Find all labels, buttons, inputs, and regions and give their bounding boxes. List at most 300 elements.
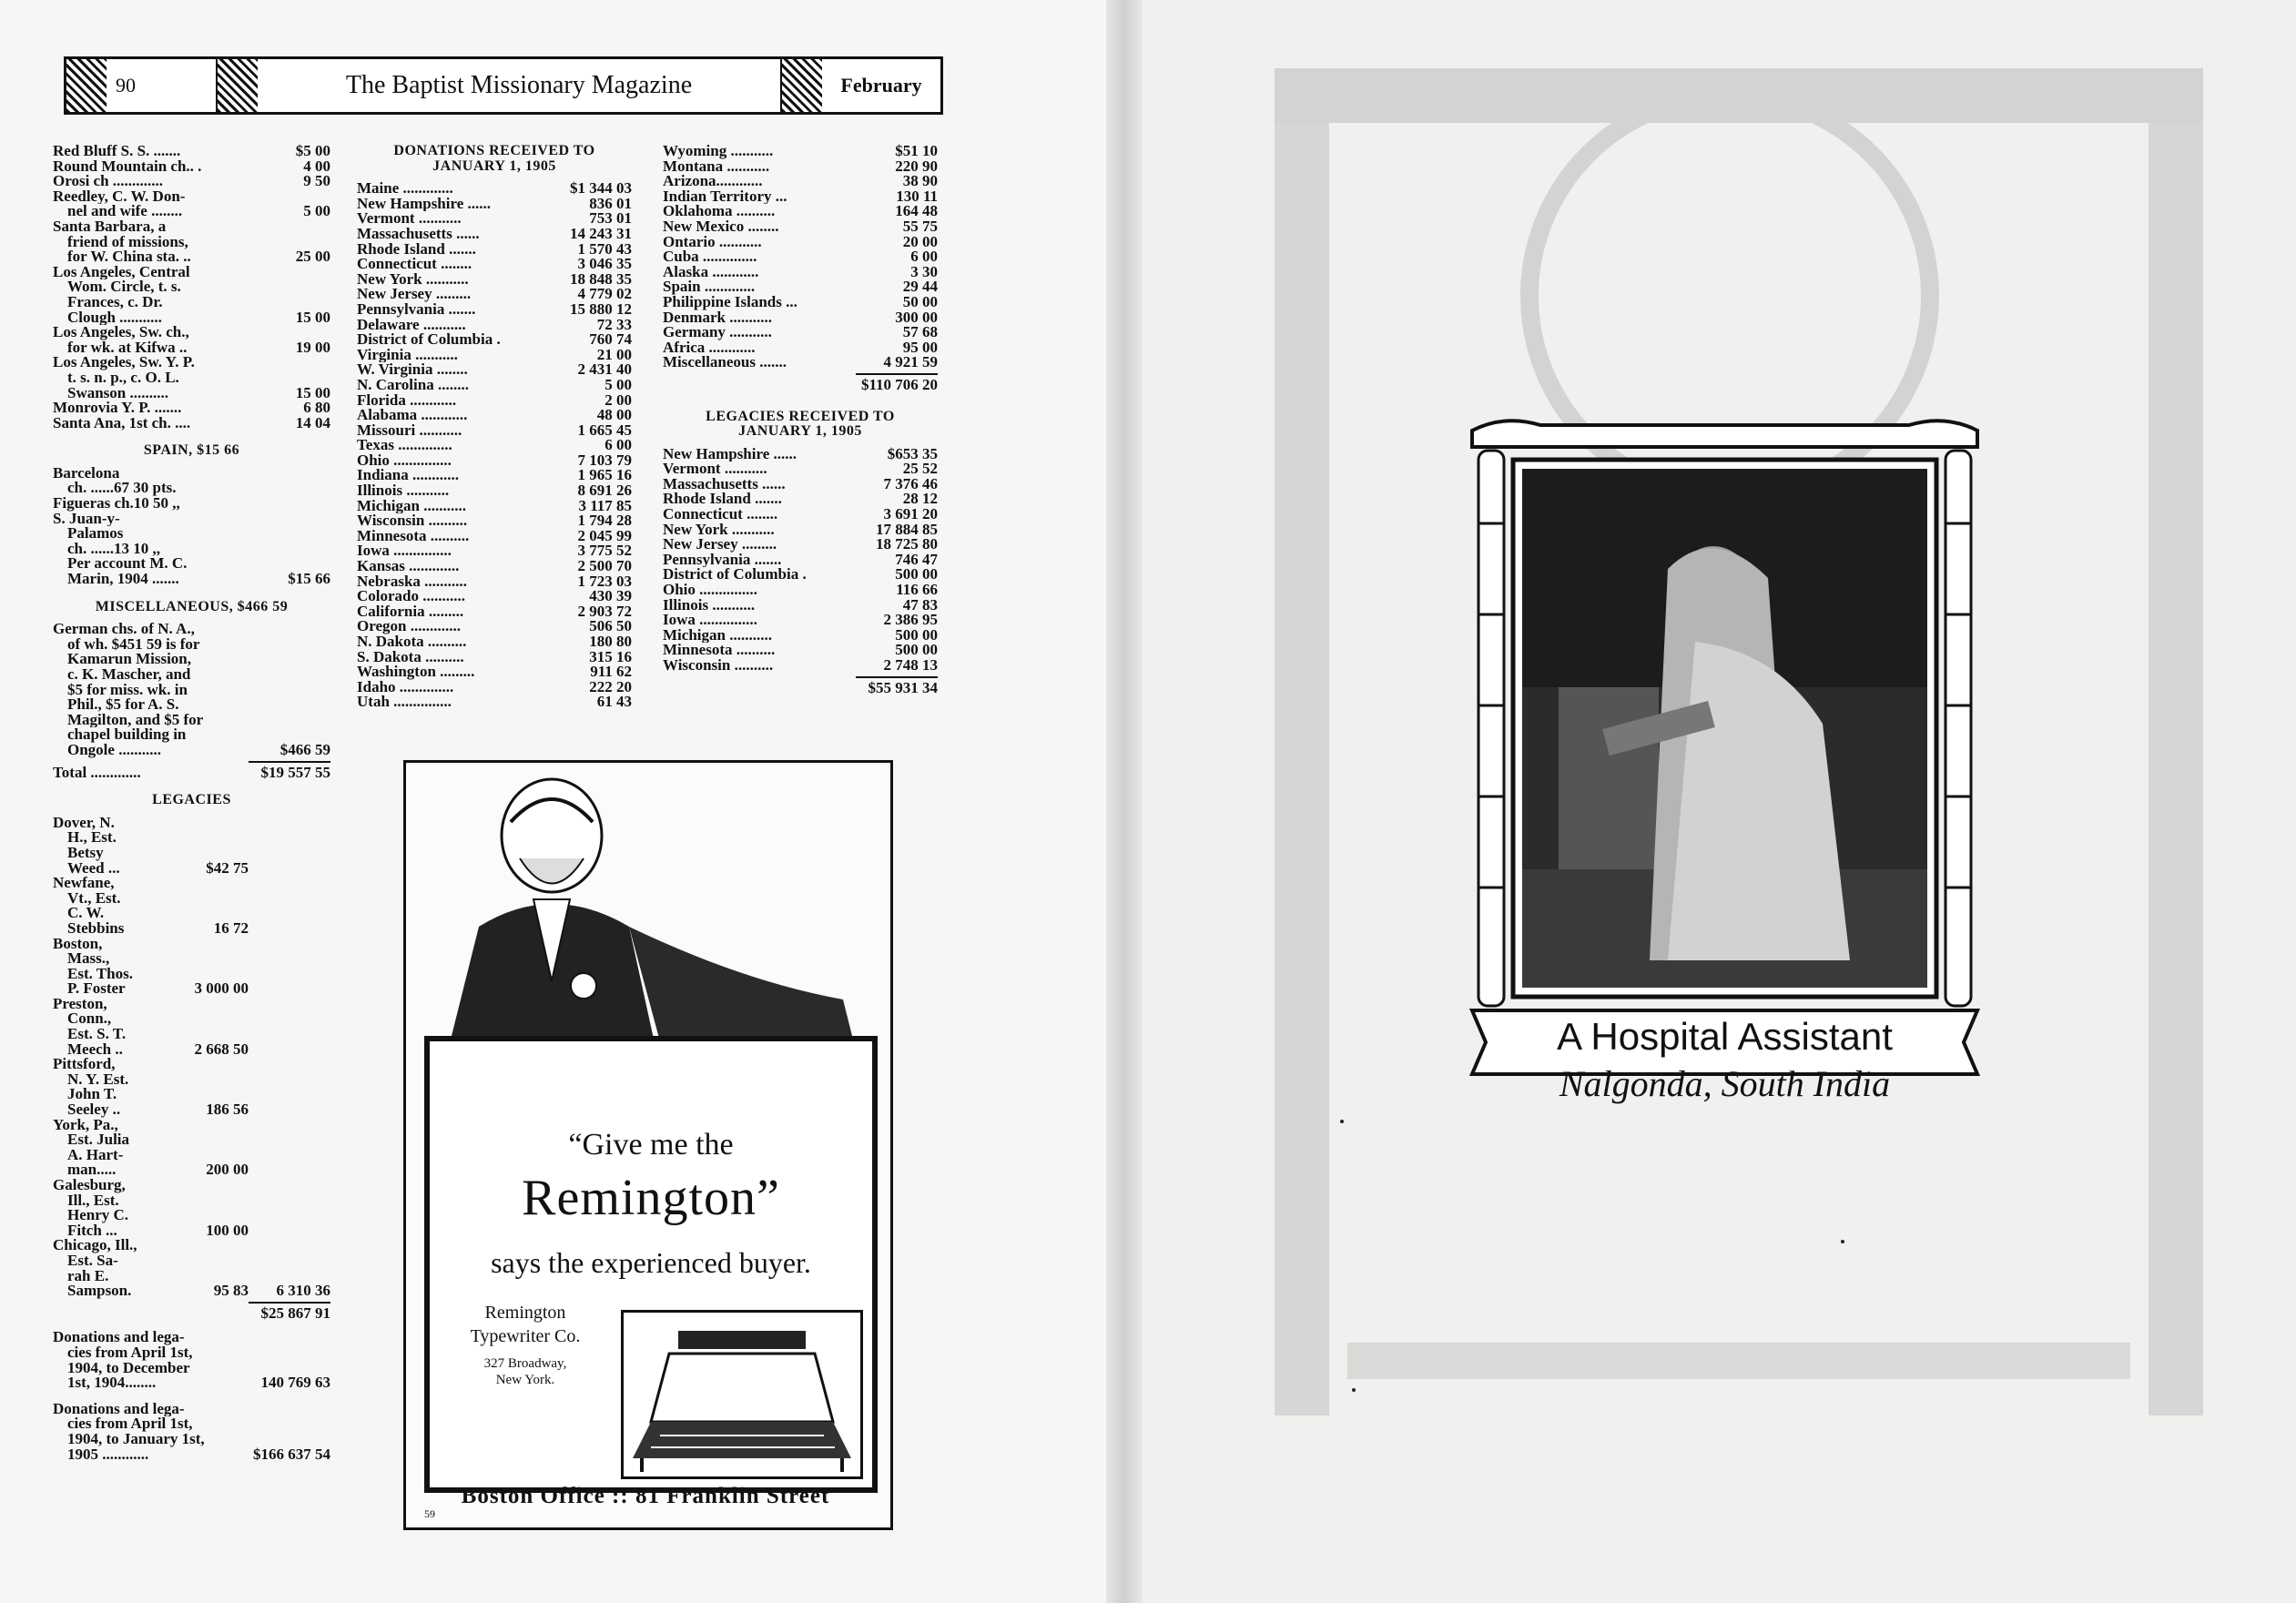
plate-subtitle: Nalgonda, South India (1559, 1063, 1891, 1104)
item-value: 48 00 (596, 406, 632, 424)
item-value (249, 355, 330, 370)
item-amount (185, 891, 249, 907)
ad-address-line2: New York. (495, 1373, 555, 1387)
item-subtotal (249, 1118, 330, 1133)
list-item (53, 1223, 330, 1239)
item-name: Massachusetts ...... (357, 226, 480, 242)
item-name: Wom. Circle, t. s. (67, 279, 181, 295)
list-item (53, 401, 330, 416)
list-item (53, 981, 330, 997)
item-subtotal (249, 981, 330, 997)
text-line (53, 1416, 330, 1432)
rule (856, 676, 938, 678)
item-name: Rhode Island ....... (357, 241, 476, 258)
list-item (53, 189, 330, 205)
list-item (53, 637, 330, 653)
item-name: Seeley .. (67, 1102, 121, 1118)
line-text: 1904, to December (67, 1360, 190, 1376)
item-value: 18 725 80 (876, 535, 938, 553)
item-value (249, 697, 330, 713)
item-name: New Jersey ......... (357, 287, 472, 302)
list-item (53, 466, 330, 482)
item-name: $5 for miss. wk. in (67, 682, 188, 698)
list-item (53, 340, 330, 356)
line-value: $166 637 54 (253, 1445, 330, 1463)
line-text: 1904, to January 1st, (67, 1431, 205, 1447)
item-name: Monrovia Y. P. ....... (53, 401, 182, 416)
list-item (53, 219, 330, 235)
list-item (357, 332, 632, 348)
spain-heading: SPAIN, $15 66 (143, 442, 240, 459)
item-name: Iowa ............... (357, 543, 452, 560)
donations-b (53, 1402, 330, 1462)
item-subtotal (249, 1072, 330, 1088)
list-item (53, 937, 330, 952)
item-subtotal (249, 951, 330, 967)
item-name: Orosi ch ............. (53, 174, 164, 189)
states-donations-list (357, 181, 632, 710)
item-name: New Jersey ......... (663, 537, 777, 553)
list-item (53, 713, 330, 728)
list-item (53, 1027, 330, 1042)
list-item (53, 622, 330, 637)
item-name: Alaska ............ (663, 264, 759, 280)
item-value: 500 00 (895, 641, 938, 659)
item-value: 1 570 43 (577, 239, 632, 258)
item-value: 220 90 (895, 157, 938, 175)
item-subtotal (249, 1132, 330, 1148)
item-name: ch. ......67 30 pts. (67, 481, 177, 497)
item-value: 15 880 12 (570, 299, 632, 318)
item-value: $51 10 (895, 142, 938, 159)
item-name: man..... (67, 1162, 117, 1178)
item-amount (185, 1057, 249, 1072)
plate-title: A Hospital Assistant (1557, 1015, 1893, 1058)
list-item (53, 1118, 330, 1133)
remington-advertisement (403, 760, 893, 1530)
item-value: 1 965 16 (577, 466, 632, 484)
list-item (53, 204, 330, 219)
list-item (53, 279, 330, 295)
page-number: 90 (107, 59, 218, 112)
item-value: 753 01 (589, 209, 632, 228)
list-item (53, 697, 330, 713)
item-value: 21 00 (596, 345, 632, 363)
item-name: Africa ............ (663, 340, 756, 356)
item-value: 25 52 (902, 460, 938, 478)
item-value: 1 665 45 (577, 421, 632, 439)
ornament-left (66, 59, 107, 112)
item-name: Fitch ... (67, 1223, 117, 1239)
list-item (53, 159, 330, 175)
list-item (357, 423, 632, 439)
item-name: Ohio ............... (357, 452, 452, 469)
spain-list (53, 466, 330, 587)
ad-address-line1: 327 Broadway, (483, 1356, 567, 1371)
item-value: 20 00 (902, 232, 938, 250)
list-item (53, 918, 330, 937)
donations-subheading: JANUARY 1, 1905 (432, 157, 556, 174)
item-name: Maine ............. (357, 181, 453, 197)
issue-month: February (840, 74, 922, 96)
item-value: 180 80 (589, 633, 632, 650)
item-name: Santa Barbara, a (53, 218, 167, 235)
ad-footer: Boston Office :: 81 Franklin Street (461, 1484, 830, 1508)
item-value: 500 00 (895, 565, 938, 583)
item-value: 17 884 85 (876, 520, 938, 538)
item-name: Per account M. C. (67, 556, 188, 573)
line-text: cies from April 1st, (67, 1344, 193, 1361)
list-item (53, 325, 330, 340)
item-value: 130 11 (896, 187, 938, 205)
line-text: cies from April 1st, (67, 1416, 193, 1432)
list-item (53, 542, 330, 557)
item-subtotal (249, 830, 330, 846)
list-item (53, 652, 330, 667)
column-left (53, 144, 330, 1462)
item-subtotal (249, 1238, 330, 1253)
item-value: 300 00 (895, 308, 938, 326)
item-name: Pennsylvania ....... (663, 552, 782, 568)
item-subtotal (249, 876, 330, 891)
item-value: 3 30 (910, 262, 938, 280)
list-item (53, 1238, 330, 1253)
item-name: German chs. of N. A., (53, 622, 195, 637)
list-item (53, 1132, 330, 1148)
item-name: friend of missions, (67, 234, 188, 250)
item-name: Kamarun Mission, (67, 652, 192, 667)
item-name: Round Mountain ch.. . (53, 158, 202, 175)
list-item (53, 174, 330, 189)
item-value: 836 01 (589, 194, 632, 212)
item-name: Florida ............ (357, 392, 457, 409)
list-item (53, 383, 330, 401)
line-text: 1905 ............ (67, 1446, 149, 1463)
item-value: 4 921 59 (883, 353, 938, 371)
item-name: Est. Sa- (67, 1253, 118, 1269)
item-name: Dover, N. (53, 815, 115, 831)
item-value: 1 794 28 (577, 512, 632, 530)
item-name: Delaware ........... (357, 317, 466, 333)
list-item (357, 677, 632, 695)
item-name: Pittsford, (53, 1057, 116, 1072)
item-name: Figueras ch.10 50 ,, (53, 496, 180, 512)
item-name: District of Columbia . (357, 332, 501, 348)
total-row (53, 763, 330, 781)
item-name: Newfane, (53, 876, 115, 891)
item-value: 9 50 (303, 172, 330, 190)
item-name: Montana ........... (663, 158, 770, 175)
item-name: York, Pa., (53, 1117, 118, 1133)
ornament-middle (218, 59, 258, 112)
item-value: 38 90 (902, 172, 938, 190)
item-value: 28 12 (902, 490, 938, 508)
item-name: of wh. $451 59 is for (67, 636, 200, 653)
total-value: $19 557 55 (260, 763, 330, 781)
line-value: 140 769 63 (260, 1374, 330, 1392)
item-value: 2 045 99 (577, 526, 632, 544)
item-value: $1 344 03 (570, 179, 632, 198)
list-item (53, 310, 330, 326)
item-value: 7 103 79 (577, 451, 632, 469)
misc-heading: MISCELLANEOUS, $466 59 (95, 598, 289, 614)
item-name: Clough ........... (67, 309, 162, 326)
list-item (53, 951, 330, 967)
item-name: Vt., Est. (67, 890, 121, 907)
item-name: Cuba .............. (663, 249, 757, 265)
item-name: for wk. at Kifwa .. (67, 340, 188, 356)
item-amount (185, 1193, 249, 1209)
item-value: 2 386 95 (883, 611, 938, 629)
item-subtotal (249, 861, 330, 877)
item-name: New Hampshire ...... (663, 446, 798, 462)
item-value: 15 00 (295, 383, 330, 401)
item-value: 6 80 (303, 399, 330, 417)
item-name: Phil., $5 for A. S. (67, 697, 179, 713)
list-item (357, 375, 632, 393)
item-value: 2 748 13 (883, 656, 938, 674)
item-value: 3 046 35 (577, 255, 632, 273)
item-name: Weed ... (67, 860, 120, 877)
item-name: Connecticut ........ (663, 507, 778, 522)
typewriter-illustration (621, 1310, 863, 1479)
list-item (53, 1283, 330, 1299)
item-name: W. Virginia ........ (357, 362, 468, 378)
item-value (249, 542, 330, 557)
item-value: 4 779 02 (577, 285, 632, 303)
item-name: Illinois ........... (663, 597, 756, 614)
item-value: 164 48 (895, 202, 938, 220)
item-value: 5 00 (604, 375, 632, 393)
item-subtotal (249, 816, 330, 831)
item-subtotal (249, 1011, 330, 1027)
item-subtotal (249, 1057, 330, 1072)
list-item (663, 355, 938, 370)
item-value (249, 622, 330, 637)
ad-company-line1: Remington (484, 1303, 566, 1323)
list-item (53, 816, 330, 831)
item-name: Utah ............... (357, 695, 452, 710)
item-value: 3 691 20 (883, 505, 938, 523)
list-item (53, 683, 330, 698)
item-name: Pennsylvania ....... (357, 301, 476, 318)
item-name: Illinois ........... (357, 483, 450, 499)
item-value (249, 481, 330, 496)
item-value (249, 683, 330, 698)
item-name: Est. S. T. (67, 1027, 127, 1042)
item-value: $15 66 (288, 570, 330, 588)
rule (249, 1302, 330, 1304)
item-amount (185, 1132, 249, 1148)
item-name: Michigan ........... (357, 498, 466, 514)
item-name: Galesburg, (53, 1178, 126, 1193)
list-item (663, 219, 938, 235)
item-subtotal (249, 1102, 330, 1118)
item-value (249, 370, 330, 386)
item-name: Texas .............. (357, 438, 452, 453)
item-name: Virginia ........... (357, 347, 458, 363)
item-name: A. Hart- (67, 1147, 124, 1163)
item-name: Wisconsin .......... (357, 513, 468, 529)
book-gutter (1106, 0, 1143, 1603)
item-subtotal (249, 1162, 330, 1178)
ad-text-box (424, 1036, 878, 1493)
item-name: Iowa ............... (663, 613, 757, 628)
item-name: Spain ............. (663, 279, 756, 295)
item-name: Nebraska ........... (357, 573, 467, 590)
item-value (249, 637, 330, 653)
item-value: 6 00 (604, 436, 632, 454)
list-item (53, 249, 330, 265)
item-amount: 95 83 (213, 1282, 249, 1300)
item-name: S. Dakota .......... (357, 649, 464, 665)
list-item (53, 1011, 330, 1027)
item-subtotal (249, 967, 330, 982)
ad-quote: “Give me the (568, 1128, 734, 1162)
item-value (249, 279, 330, 295)
list-item (53, 667, 330, 683)
item-value: 6 00 (910, 248, 938, 266)
item-amount (185, 951, 249, 967)
list-item (663, 204, 938, 219)
list-item (53, 1178, 330, 1193)
item-name: California ......... (357, 604, 464, 620)
item-value: 500 00 (895, 625, 938, 644)
item-value: 2 500 70 (577, 557, 632, 575)
item-value: 222 20 (589, 677, 632, 695)
column-right (663, 144, 938, 695)
list-item (53, 1253, 330, 1269)
item-value (249, 512, 330, 527)
text-line (53, 1345, 330, 1361)
item-value: 47 83 (902, 595, 938, 614)
item-name: Miscellaneous ....... (663, 355, 787, 370)
legacies-received-heading: LEGACIES RECEIVED TO (706, 408, 895, 424)
item-name: N. Y. Est. (67, 1071, 129, 1088)
item-name: Ontario ........... (663, 234, 762, 250)
item-name: chapel building in (67, 727, 187, 743)
list-item (357, 393, 632, 409)
item-name: Mass., (67, 951, 110, 967)
text-line (53, 1402, 330, 1417)
list-item (53, 858, 330, 877)
item-subtotal (249, 997, 330, 1012)
item-name: Idaho .............. (357, 679, 454, 695)
list-item (357, 695, 632, 710)
list-item (357, 299, 632, 318)
item-name: Missouri ........... (357, 422, 462, 439)
donations-b-text (53, 1402, 330, 1462)
list-item (53, 906, 330, 921)
text-line (53, 1432, 330, 1447)
item-name: Henry C. (67, 1208, 129, 1223)
item-name: N. Carolina ........ (357, 377, 469, 393)
legacies-received-total: $55 931 34 (868, 678, 938, 696)
list-item (53, 1102, 330, 1118)
item-name: New Hampshire ...... (357, 196, 492, 212)
item-name: Wisconsin .......... (663, 658, 774, 674)
item-name: Kansas ............. (357, 559, 460, 574)
list-item (53, 235, 330, 250)
item-amount: 16 72 (213, 918, 249, 937)
item-name: Ongole ........... (67, 742, 161, 758)
list-item (53, 1087, 330, 1102)
line-text: Donations and lega- (53, 1330, 185, 1345)
item-name: Philippine Islands ... (663, 294, 798, 310)
hospital-assistant-plate (1468, 414, 1982, 1113)
item-amount: 3 000 00 (194, 979, 249, 998)
ad-tagline: says the experienced buyer. (491, 1246, 811, 1279)
item-subtotal (249, 921, 330, 937)
ad-company (448, 1301, 603, 1348)
item-value: 29 44 (902, 278, 938, 296)
item-amount (185, 830, 249, 846)
item-subtotal (249, 1193, 330, 1209)
list-item (53, 891, 330, 907)
list-item (53, 967, 330, 982)
speck (1352, 1388, 1356, 1392)
ad-number: 59 (424, 1507, 435, 1520)
item-value: 61 43 (596, 693, 632, 711)
item-amount (185, 1072, 249, 1088)
item-amount: 200 00 (206, 1161, 249, 1179)
list-item (53, 526, 330, 542)
territories-list (663, 144, 938, 370)
item-name: Los Angeles, Sw. ch., (53, 325, 189, 340)
item-subtotal (249, 1223, 330, 1239)
california-list (53, 144, 330, 431)
list-item (53, 876, 330, 891)
item-amount: 2 668 50 (194, 1040, 249, 1058)
item-subtotal (249, 1087, 330, 1102)
item-name: Vermont ........... (357, 211, 462, 227)
item-value (249, 652, 330, 667)
legacies-list (53, 816, 330, 1299)
item-value (249, 265, 330, 280)
list-item (53, 1042, 330, 1058)
item-name: Alabama ............ (357, 408, 468, 423)
list-item (663, 583, 938, 598)
item-value: 2 431 40 (577, 360, 632, 379)
item-value: 430 39 (589, 587, 632, 605)
item-amount (185, 937, 249, 952)
item-subtotal (249, 1253, 330, 1269)
item-name: Chicago, Ill., (53, 1238, 137, 1253)
list-item (663, 159, 938, 175)
item-value: 57 68 (902, 323, 938, 341)
legacies-received-subheading: JANUARY 1, 1905 (738, 423, 862, 440)
list-item (357, 362, 632, 378)
item-amount (185, 997, 249, 1012)
list-item (53, 1193, 330, 1209)
item-value: 14 04 (295, 413, 330, 431)
item-subtotal (249, 846, 330, 861)
item-subtotal (249, 1208, 330, 1223)
item-value (249, 496, 330, 512)
item-name: Marin, 1904 ....... (67, 572, 179, 587)
total-label: Total ............. (53, 765, 141, 781)
list-item (53, 740, 330, 758)
item-name: Sampson. (67, 1283, 132, 1299)
item-amount (185, 1178, 249, 1193)
item-name: Minnesota .......... (663, 643, 776, 658)
item-name: Connecticut ........ (357, 257, 472, 272)
item-name: Michigan ........... (663, 627, 772, 644)
item-value (249, 466, 330, 482)
donations-total: $110 706 20 (860, 375, 938, 393)
item-value: 8 691 26 (577, 482, 632, 500)
item-name: New York ........... (357, 271, 469, 288)
